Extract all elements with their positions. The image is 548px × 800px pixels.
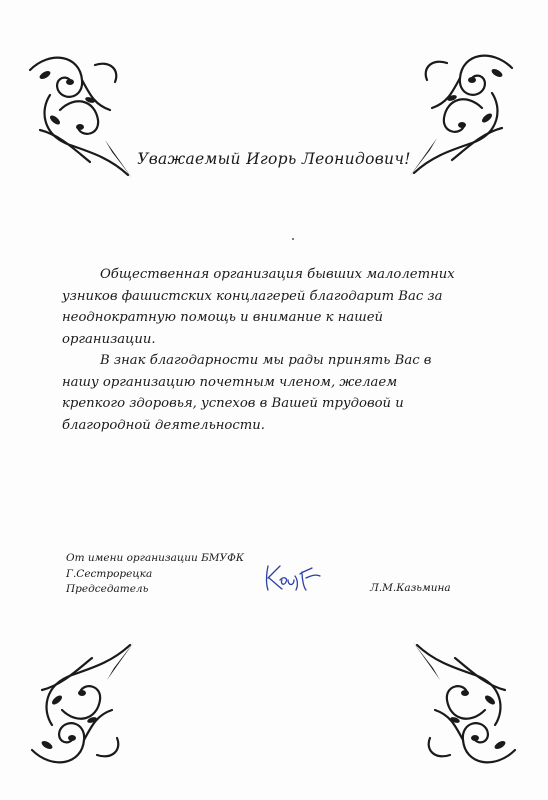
corner-ornament-icon	[22, 640, 152, 780]
letter-paragraph: В знак благодарности мы рады принять Вас в нашу организацию почетным членом, желаем крепкого здоровья, успехов в Вашей трудовой и благородной деятельности.	[62, 353, 432, 433]
letter-paragraph: Общественная организация бывших малолетних узников фашистских концлагерей благодарит Вас за неоднократную помощь и внимание к нашей организации.	[62, 267, 455, 347]
signature-block	[66, 551, 266, 598]
scan-speck	[292, 238, 294, 240]
letter-body	[62, 264, 462, 436]
letter-greeting: Уважаемый Игорь Леонидович!	[137, 150, 411, 168]
sig-line-organization: От имени организации БМУФК	[66, 552, 244, 564]
corner-ornament-icon	[395, 640, 525, 780]
handwritten-signature	[262, 562, 322, 594]
sig-line-city: Г.Сестрорецка	[66, 567, 153, 580]
signatory-name: Л.М.Казьмина	[370, 582, 451, 594]
sig-line-title: Председатель	[66, 583, 149, 595]
